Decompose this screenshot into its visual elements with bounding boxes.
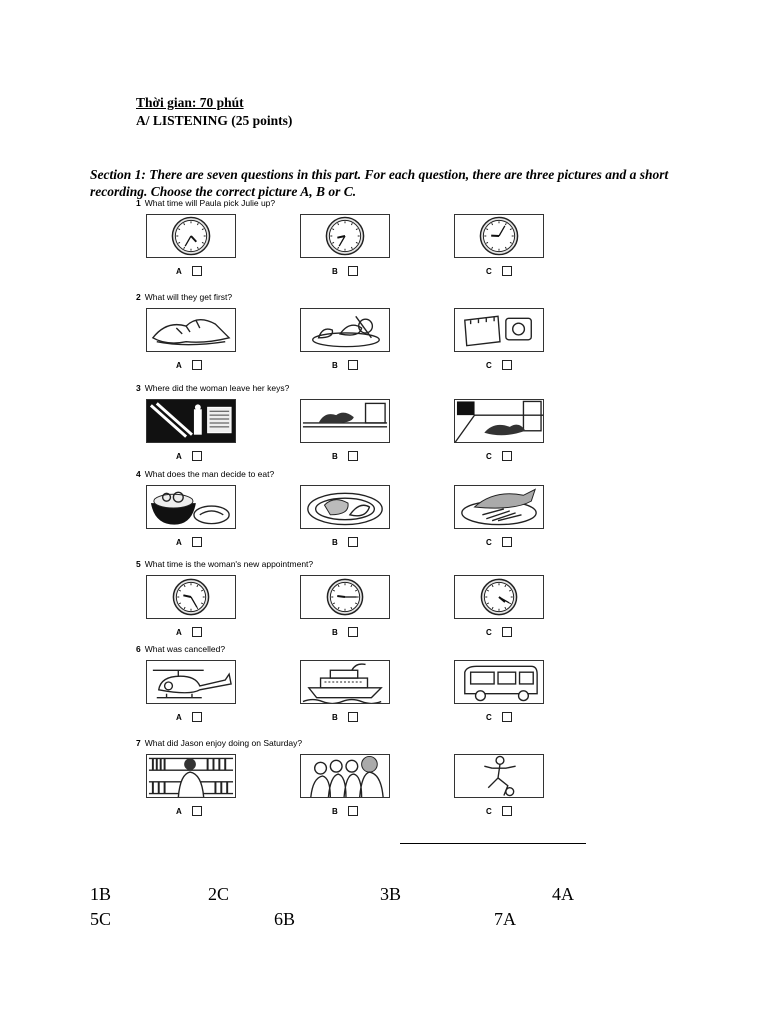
- listening-heading: A/ LISTENING (25 points): [136, 113, 293, 128]
- counter-icon: [300, 399, 390, 443]
- exam-time: Thời gian: 70 phút: [136, 95, 244, 110]
- rice-bowl-icon: [146, 485, 236, 529]
- bus-icon: [454, 660, 544, 704]
- question-7: [136, 738, 584, 828]
- question-3: [136, 383, 584, 473]
- answer-checkbox[interactable]: [502, 627, 512, 637]
- option-c[interactable]: [486, 712, 512, 722]
- option-b[interactable]: [332, 360, 358, 370]
- option-label: A: [176, 360, 182, 370]
- question-title: [136, 559, 313, 569]
- answer-checkbox[interactable]: [348, 266, 358, 276]
- question-text: What will they get first?: [144, 292, 233, 302]
- steak-icon: [300, 485, 390, 529]
- answer-checkbox[interactable]: [192, 537, 202, 547]
- option-label: B: [332, 537, 338, 547]
- answer-checkbox[interactable]: [192, 360, 202, 370]
- people-icon: [300, 754, 390, 798]
- answer-2: 2C: [208, 884, 230, 904]
- answer-checkbox[interactable]: [192, 627, 202, 637]
- answer-checkbox[interactable]: [192, 806, 202, 816]
- option-a[interactable]: [176, 451, 202, 461]
- question-4: [136, 469, 584, 559]
- kitchen-icon: [146, 399, 236, 443]
- option-b[interactable]: [332, 627, 358, 637]
- answer-checkbox[interactable]: [502, 712, 512, 722]
- question-number: 7: [136, 738, 141, 748]
- answer-checkbox[interactable]: [348, 712, 358, 722]
- option-label: A: [176, 266, 182, 276]
- option-label: B: [332, 627, 338, 637]
- option-a[interactable]: [176, 712, 202, 722]
- answer-4: 4A: [552, 884, 574, 904]
- answer-6: 6B: [274, 909, 296, 929]
- option-label: B: [332, 360, 338, 370]
- question-1: [136, 198, 584, 288]
- answer-3: 3B: [380, 884, 402, 904]
- question-title: [136, 738, 302, 748]
- option-label: A: [176, 806, 182, 816]
- option-label: A: [176, 627, 182, 637]
- answer-5: 5C: [90, 909, 112, 929]
- option-label: C: [486, 360, 492, 370]
- option-label: B: [332, 451, 338, 461]
- ship-icon: [300, 660, 390, 704]
- question-5: [136, 559, 584, 649]
- divider-line: [400, 843, 586, 844]
- option-label: B: [332, 806, 338, 816]
- option-b[interactable]: [332, 266, 358, 276]
- question-number: 2: [136, 292, 141, 302]
- question-sheet: [136, 198, 584, 844]
- option-label: B: [332, 266, 338, 276]
- option-label: C: [486, 537, 492, 547]
- question-number: 1: [136, 198, 141, 208]
- answer-checkbox[interactable]: [348, 806, 358, 816]
- question-title: [136, 292, 232, 302]
- question-title: [136, 469, 274, 479]
- question-2: [136, 292, 584, 382]
- option-a[interactable]: [176, 360, 202, 370]
- clock-icon: [300, 575, 390, 619]
- answer-7: 7A: [494, 909, 516, 929]
- clock-icon: [454, 214, 544, 258]
- question-text: What does the man decide to eat?: [144, 469, 275, 479]
- section-instructions: Section 1: There are seven questions in this part. For each question, there are three pictures and a short recording. Choose the correct picture A, B or C.: [90, 167, 669, 199]
- question-text: What time is the woman's new appointment?: [144, 559, 314, 569]
- floor-icon: [454, 399, 544, 443]
- question-text: What time will Paula pick Julie up?: [144, 198, 276, 208]
- question-text: What did Jason enjoy doing on Saturday?: [144, 738, 303, 748]
- answer-1: 1B: [90, 884, 112, 904]
- answer-checkbox[interactable]: [192, 712, 202, 722]
- answer-checkbox[interactable]: [502, 266, 512, 276]
- option-label: A: [176, 451, 182, 461]
- clock-icon: [300, 214, 390, 258]
- option-b[interactable]: [332, 537, 358, 547]
- option-a[interactable]: [176, 627, 202, 637]
- library-icon: [146, 754, 236, 798]
- option-label: C: [486, 712, 492, 722]
- option-a[interactable]: [176, 537, 202, 547]
- helicopter-icon: [146, 660, 236, 704]
- question-title: [136, 198, 275, 208]
- option-b[interactable]: [332, 712, 358, 722]
- option-a[interactable]: [176, 806, 202, 816]
- question-number: 3: [136, 383, 141, 393]
- question-number: 5: [136, 559, 141, 569]
- answer-checkbox[interactable]: [192, 451, 202, 461]
- fish-chips-icon: [454, 485, 544, 529]
- answer-checkbox[interactable]: [502, 537, 512, 547]
- question-number: 4: [136, 469, 141, 479]
- option-b[interactable]: [332, 806, 358, 816]
- option-c[interactable]: [486, 627, 512, 637]
- answer-checkbox[interactable]: [502, 806, 512, 816]
- option-b[interactable]: [332, 451, 358, 461]
- answer-checkbox[interactable]: [348, 451, 358, 461]
- football-icon: [454, 754, 544, 798]
- answer-checkbox[interactable]: [502, 451, 512, 461]
- option-label: C: [486, 806, 492, 816]
- option-label: A: [176, 712, 182, 722]
- film-camera-icon: [454, 308, 544, 352]
- option-c[interactable]: [486, 451, 512, 461]
- question-text: Where did the woman leave her keys?: [144, 383, 290, 393]
- question-title: [136, 383, 289, 393]
- option-label: B: [332, 712, 338, 722]
- answer-checkbox[interactable]: [348, 360, 358, 370]
- shoes-icon: [146, 308, 236, 352]
- answer-checkbox[interactable]: [348, 627, 358, 637]
- answer-checkbox[interactable]: [192, 266, 202, 276]
- food-icon: [300, 308, 390, 352]
- option-label: C: [486, 451, 492, 461]
- clock-icon: [146, 214, 236, 258]
- question-title: [136, 644, 225, 654]
- question-number: 6: [136, 644, 141, 654]
- question-6: [136, 644, 584, 734]
- option-label: C: [486, 627, 492, 637]
- option-label: C: [486, 266, 492, 276]
- option-c[interactable]: [486, 360, 512, 370]
- option-c[interactable]: [486, 806, 512, 816]
- option-c[interactable]: [486, 537, 512, 547]
- clock-icon: [454, 575, 544, 619]
- option-c[interactable]: [486, 266, 512, 276]
- option-a[interactable]: [176, 266, 202, 276]
- answer-checkbox[interactable]: [348, 537, 358, 547]
- question-text: What was cancelled?: [144, 644, 226, 654]
- clock-icon: [146, 575, 236, 619]
- answer-checkbox[interactable]: [502, 360, 512, 370]
- option-label: A: [176, 537, 182, 547]
